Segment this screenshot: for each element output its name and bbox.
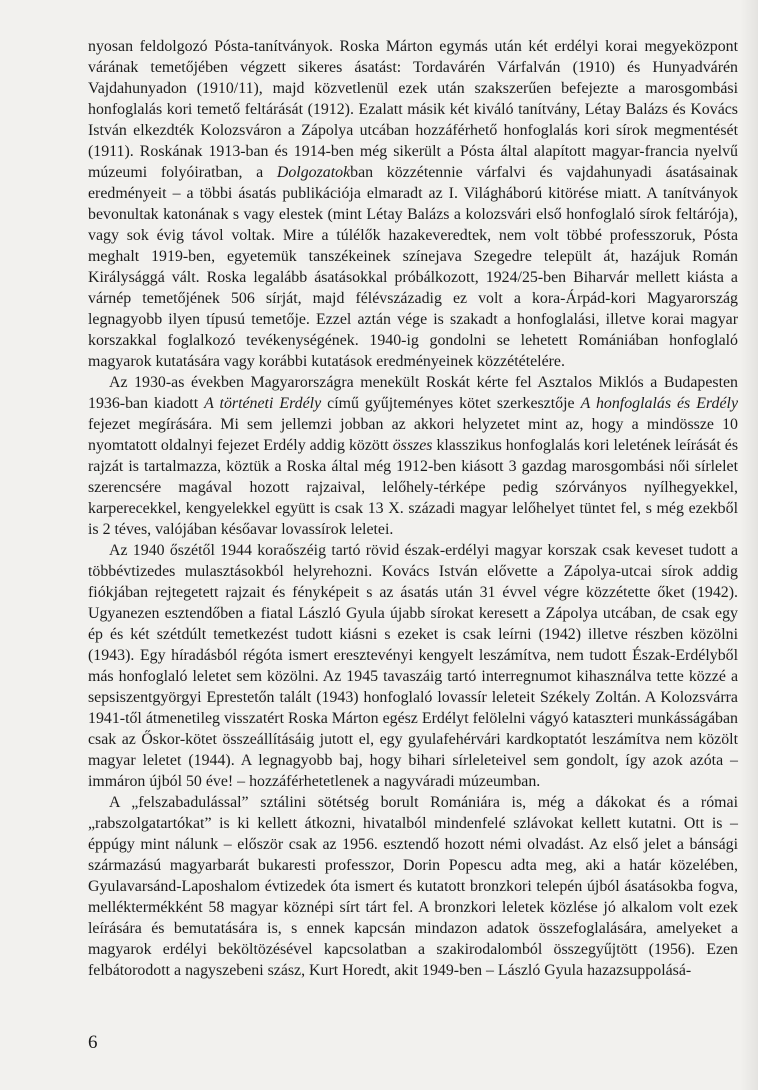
text-run: klasszikus honfoglalás kori leletének leírását és rajzát is tartalmazza, köztük a Roska által még 1912-ben kiásott 3 gazdag marosgombási női sírlelet szerencsére magával hozott rajzaival, lelőhely-térképe pedig szórványos nyílhegyekkel, karperecekkel, kengyelekkel együtt is csak 13 X. századi magyar lelőhelyet tüntet fel, s még ezekből is 2 téves, valójában későavar lovassírok leletei.	[88, 437, 739, 538]
italic-title: Dolgozatok	[276, 164, 351, 181]
paragraph-3	[88, 540, 738, 792]
page-number: 6	[88, 1032, 98, 1053]
text-run: Az 1930-as években Magyarországra menekült Roskát kérte fel Asztalos Miklós a Budapesten 1936-ban kiadott	[88, 374, 738, 412]
document-body	[88, 36, 738, 981]
paragraph-4	[88, 792, 738, 981]
text-run: fejezet megírására. Mi sem jellemzi jobban az akkori helyzetet mint az, hogy a mindössze 10 nyomtatott oldalnyi fejezet Erdély addig között	[88, 416, 738, 454]
italic-emphasis: összes	[392, 437, 433, 454]
scan-edge-shadow	[740, 0, 758, 1090]
text-run: ban közzétennie várfalvi és vajdahunyadi ásatásainak eredményeit – a többi ásatás publikációja elmaradt az I. Világháború kitörése miatt. A tanítványok bevonultak katonának s vagy elestek (mint Létay Balázs a kolozsvári első honfoglaló sírok feltárója), vagy sok évig távol voltak. Mire a túlélők hazakeveredtek, nem volt többé professzoruk, Pósta meghalt 1919-ben, egyetemük tanszékeinek színejava Szegedre települt át, hazájuk Román Királysággá vált. Roska legalább ásatásokkal próbálkozott, 1924/25-ben Biharvár mellett kiásta a várnép temetőjének 506 sírját, majd félévszázadig ez volt a kora-Árpád-kori Magyarország legnagyobb ilyen típusú temetője. Ezzel aztán vége is szakadt a honfoglalási, illetve korai magyar korszakkal foglalkozó tevékenységének. 1940-ig gondolni se lehetett Romániában honfoglaló magyarok kutatására vagy korábbi kutatások eredményeinek közzétételére.	[88, 164, 738, 370]
text-run: című gyűjteményes kötet szerkesztője	[321, 395, 581, 412]
paragraph-2	[88, 372, 738, 540]
text-run: nyosan feldolgozó Pósta-tanítványok. Roska Márton egymás után két erdélyi korai megyeközpont várának temetőjében végzett sikeres ásatást: Tordavárén Várfalván (1910) és Hunyadvárén Vajdahunyadon (1910/11), majd közvetlenül ezek után szakszerűen befejezte a marosgombási honfoglalás kori temető feltárását (1912). Ezalatt másik két kiváló tanítvány, Létay Balázs és Kovács István elkezdték Kolozsváron a Zápolya utcában hozzáférhető honfoglalás kori sírok megmentését (1911). Roskának 1913-ban és 1914-ben még sikerült a Pósta által alapított magyar-francia nyelvű múzeumi folyóiratban, a	[88, 38, 738, 181]
italic-title: A történeti Erdély	[204, 395, 322, 412]
text-run: Az 1940 őszétől 1944 koraőszéig tartó rövid észak-erdélyi magyar korszak csak keveset tudott a többévtizedes mulasztásokból helyrehozni. Kovács István elővette a Zápolya-utcai sírok addig fiókjában rejtegetett rajzait és fényképeit s az ásatás után 31 évvel végre közzétette őket (1942). Ugyanezen esztendőben a fiatal László Gyula újabb sírokat keresett a Zápolya utcában, de csak egy ép és két szétdúlt temetkezést tudott kiásni s ezeket is csak leírni (1942) illetve részben közölni (1943). Egy híradásból régóta ismert eresztevényi kengyelt leszámítva, nem tudott Észak-Erdélyből más honfoglaló leletet sem közölni. Az 1945 tavaszáig tartó interregnumot kihasználva tette közzé a sepsiszentgyörgyi Eprestetőn talált (1943) honfoglaló lovassír leleteit Székely Zoltán. A Kolozsvárra 1941-től átmenetileg visszatért Roska Márton egész Erdélyt felölelni vágyó kataszteri munkásságában csak az Őskor-kötet összeállításáig jutott el, egy gyulafehérvári kardkoptatót leszámítva nem közölt magyar leletet (1944). A legnagyobb baj, hogy bihari sírleleteivel sem gondolt, így azok azóta – immáron újból 50 éve! – hozzáférhetetlenek a nagyváradi múzeumban.	[88, 542, 738, 790]
text-run: A „felszabadulással” sztálini sötétség borult Romániára is, még a dákokat és a római „rabszolgatartókat” is ki kellett átkozni, hivatalból mindenfelé szlávokat kellett kutatni. Ott is – éppúgy mint nálunk – először csak az 1956. esztendő hozott némi olvadást. Az első jelet a bánsági származású magyarbarát bukaresti professzor, Dorin Popescu adta meg, aki a határ közelében, Gyulavarsánd-Laposhalom évtizedek óta ismert és kutatott bronzkori telepén újból ásatásokba fogva, melléktermékként 58 magyar köznépi sírt tárt fel. A bronzkori leletek közlése jó alkalom volt ezek leírására és bemutatására is, s ennek kapcsán mindazon adatok összefoglalására, amelyeket a magyarok erdélyi beköltözésével kapcsolatban a szakirodalomból összegyűjtött (1956). Ezen felbátorodott a nagyszebeni szász, Kurt Horedt, akit 1949-ben – László Gyula hazazsuppolásá-	[88, 794, 738, 979]
paragraph-1	[88, 36, 738, 372]
italic-title: A honfoglalás és Erdély	[580, 395, 738, 412]
